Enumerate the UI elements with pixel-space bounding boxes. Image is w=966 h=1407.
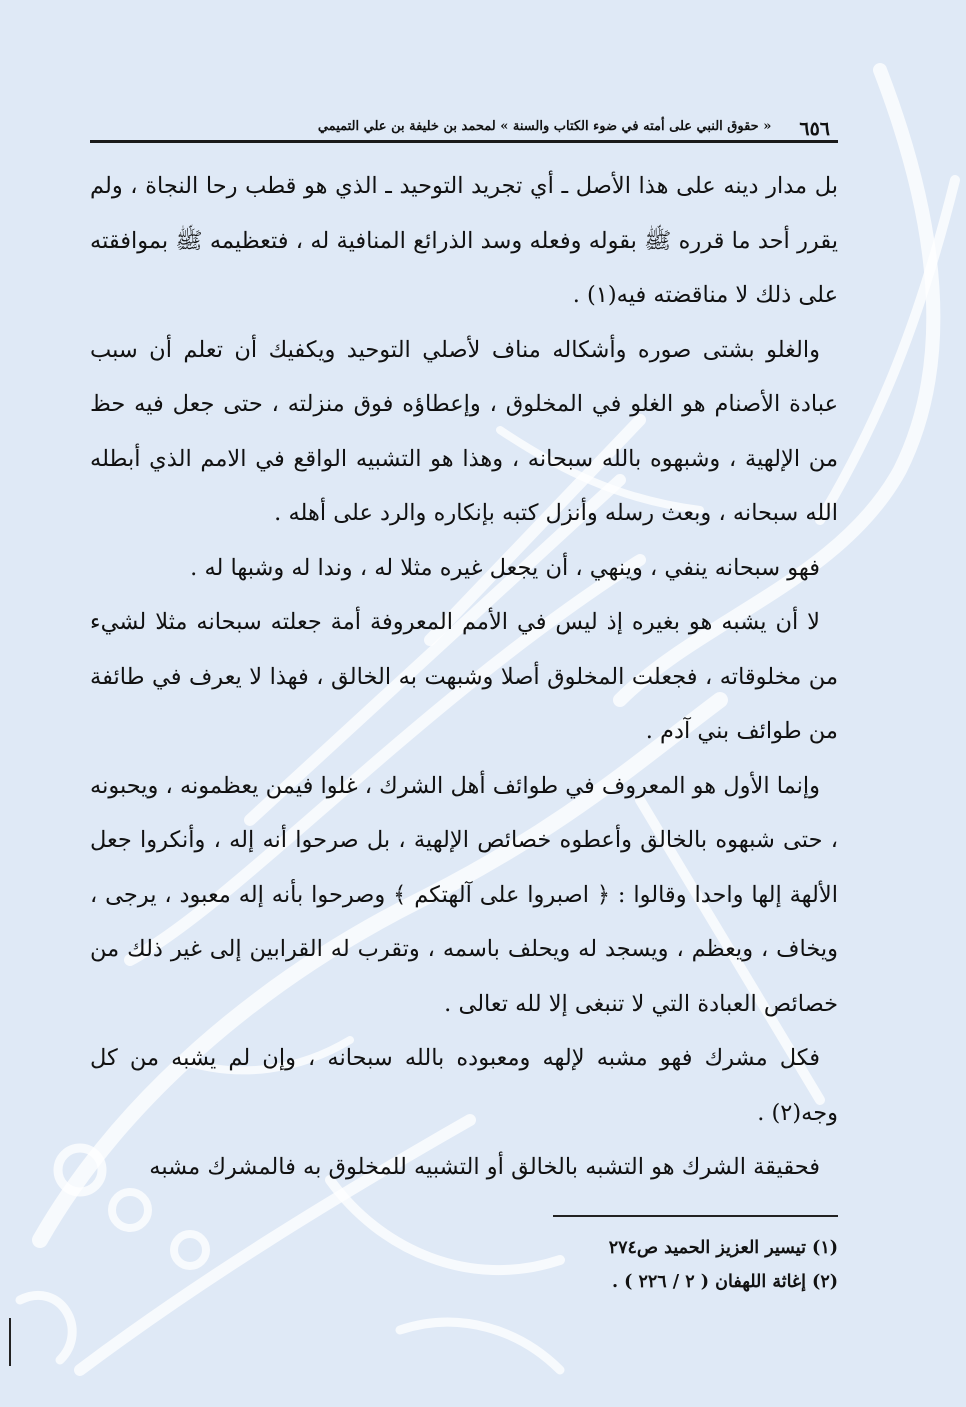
paragraph: وإنما الأول هو المعروف في طوائف أهل الشرك ، غلوا فيمن يعظمونه ، ويحبونه ، حتى شبهوه بالخالق وأعطوه خصائص الإلهية ، بل صرحوا أنه إله ، وأنكروا جعل الألهة إلها واحدا وقالوا : ﴿ اصبروا على آلهتكم ﴾ وصرحوا بأنه إله معبود ، يرجى ، ويخاف ، ويعظم ، ويسجد له ويحلف باسمه ، وتقرب له القرابين إلى غير ذلك من خصائص العبادة التي لا تنبغى إلا لله تعالى . [90,772,838,1017]
paragraph: فكل مشرك فهو مشبه لإلهه ومعبوده بالله سبحانه ، وإن لم يشبه من كل وجه(٢) . [90,1045,838,1126]
paragraph: فهو سبحانه ينفي ، وينهي ، أن يجعل غيره مثلا له ، وندا له وشبها له . [190,554,820,581]
footnote-divider [553,1215,838,1217]
page-number: ٦٥٦ [799,118,830,140]
paragraph: والغلو بشتى صوره وأشكاله مناف لأصلي التوحيد ويكفيك أن تعلم أن سبب عبادة الأصنام هو الغلو في المخلوق ، وإعطاؤه فوق منزلته ، حتى جعل فيه حظ من الإلهية ، وشبهوه بالله سبحانه ، وهذا هو التشبيه الواقع في الامم الذي أبطله الله سبحانه ، وبعث رسله وأنزل كتبه بإنكاره والرد على أهله . [90,336,838,526]
header-title: « حقوق النبي على أمته في ضوء الكتاب والسنة » لمحمد بن خليفة بن علي التميمي [317,119,772,134]
footnote: (٢) إغاثة اللهفان ( ٢ / ٢٢٦ ) . [611,1271,838,1292]
book-page [90,100,838,1299]
footnotes [90,1231,838,1299]
paragraph: لا أن يشبه هو بغيره إذ ليس في الأمم المعروفة أمة جعلته سبحانه مثلا لشيء من مخلوقاته ، فجعلت المخلوق أصلا وشبهت به الخالق ، فهذا لا يعرف في طائفة من طوائف بني آدم . [90,609,838,744]
scan-edge-mark [9,1318,11,1366]
paragraph: بل مدار دينه على هذا الأصل ـ أي تجريد التوحيد ـ الذي هو قطب رحا النجاة ، ولم يقرر أحد ما قرره ﷺ بقوله وفعله وسد الذرائع المنافية له ، فتعظيمه ﷺ بموافقته على ذلك لا مناقضته فيه(١) . [90,173,838,308]
footnote: (١) تيسير العزيز الحميد ص٢٧٤ [608,1237,838,1258]
body-text [90,159,838,1195]
paragraph: فحقيقة الشرك هو التشبه بالخالق أو التشبيه للمخلوق به فالمشرك مشبه [149,1154,820,1180]
running-header [90,100,838,143]
